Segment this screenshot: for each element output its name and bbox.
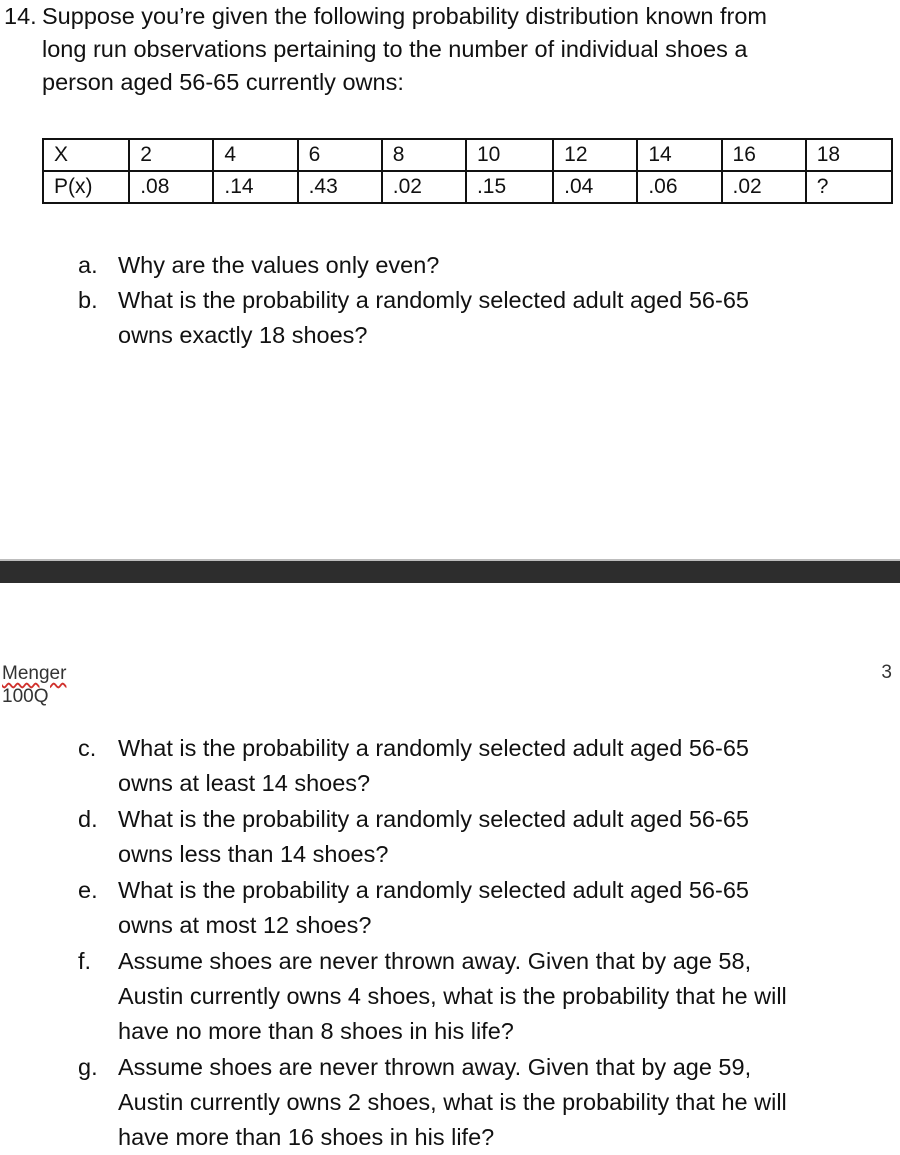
- table-cell: .15: [466, 171, 553, 203]
- table-cell: .02: [722, 171, 806, 203]
- part-d: d. What is the probability a randomly selected adult aged 56-65 owns less than 14 shoes?: [78, 802, 893, 872]
- question-14: [4, 0, 894, 99]
- table-cell: 2: [129, 139, 213, 171]
- part-letter: e.: [78, 877, 98, 903]
- part-b: b. What is the probability a randomly selected adult aged 56-65 owns exactly 18 shoes?: [78, 283, 893, 353]
- table-cell: 14: [637, 139, 721, 171]
- part-f: f. Assume shoes are never thrown away. Given that by age 58, Austin currently owns 4 shoes, what is the probability that he will have no more than 8 shoes in his life?: [78, 944, 893, 1049]
- question-line: 14. Suppose you’re given the following probability distribution known from: [4, 0, 894, 33]
- question-number: 14.: [4, 3, 37, 29]
- part-letter: g.: [78, 1054, 98, 1080]
- page-number: 3: [881, 662, 892, 683]
- row-header-x: X: [43, 139, 129, 171]
- part-c: c. What is the probability a randomly selected adult aged 56-65 owns at least 14 shoes?: [78, 731, 893, 801]
- table-cell: ?: [806, 171, 892, 203]
- parts-list-bottom: [78, 731, 893, 1155]
- part-letter: c.: [78, 735, 97, 761]
- question-line: long run observations pertaining to the number of individual shoes a: [42, 36, 748, 62]
- x-row: [43, 139, 892, 171]
- px-row: [43, 171, 892, 203]
- table-cell: 12: [553, 139, 637, 171]
- author-name: Menger: [2, 663, 67, 684]
- table-cell: 16: [722, 139, 806, 171]
- table-cell: .02: [382, 171, 466, 203]
- table-cell: 8: [382, 139, 466, 171]
- table-cell: 4: [213, 139, 297, 171]
- part-letter: f.: [78, 948, 92, 974]
- parts-list-top: [78, 248, 893, 353]
- table-cell: 6: [298, 139, 382, 171]
- table-cell: .04: [553, 171, 637, 203]
- table-cell: .08: [129, 171, 213, 203]
- part-letter: b.: [78, 287, 98, 313]
- table-cell: .43: [298, 171, 382, 203]
- probability-table: [42, 138, 893, 204]
- page-break-bar: [0, 561, 900, 583]
- part-e: e. What is the probability a randomly selected adult aged 56-65 owns at most 12 shoes?: [78, 873, 893, 943]
- table-cell: .14: [213, 171, 297, 203]
- part-letter: d.: [78, 806, 98, 832]
- table-cell: .06: [637, 171, 721, 203]
- part-g: g. Assume shoes are never thrown away. Given that by age 59, Austin currently owns 2 shoes, what is the probability that he will have more than 16 shoes in his life?: [78, 1050, 893, 1155]
- question-line: person aged 56-65 currently owns:: [42, 69, 404, 95]
- author-label: [2, 662, 66, 708]
- part-letter: a.: [78, 252, 98, 278]
- course-code: 100Q: [2, 686, 49, 707]
- row-header-px: P(x): [43, 171, 129, 203]
- table-cell: 18: [806, 139, 892, 171]
- table-cell: 10: [466, 139, 553, 171]
- part-a: a. Why are the values only even?: [78, 248, 893, 283]
